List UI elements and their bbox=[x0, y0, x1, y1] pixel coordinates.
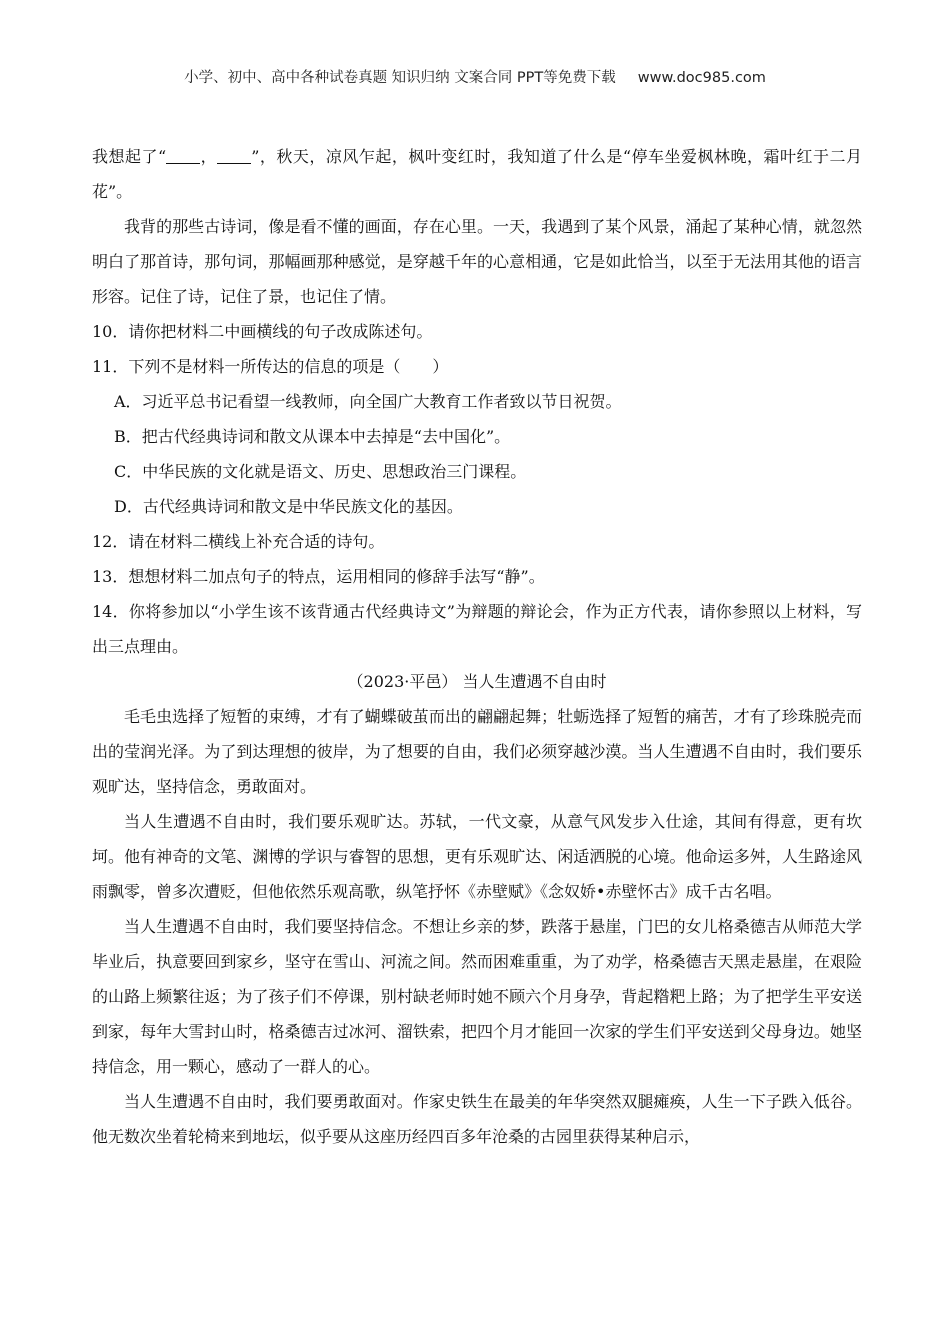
question-14: 14．你将参加以“小学生该不该背通古代经典诗文”为辩题的辩论会，作为正方代表，请你参照以上材料，写出三点理由。 bbox=[92, 602, 862, 656]
para1-after: ”，秋天，凉风乍起，枫叶变红时，我知道了什么是“停车坐爱枫林晚，霜叶红于二月花”。 bbox=[92, 147, 862, 201]
essay-paragraph-1: 毛毛虫选择了短暂的束缚，才有了蝴蝶破茧而出的翩翩起舞；牡蛎选择了短暂的痛苦，才有了珍珠脱壳而出的莹润光泽。为了到达理想的彼岸，为了想要的自由，我们必须穿越沙漠。当人生遭遇不自由时，我们要乐观旷达，坚持信念，勇敢面对。 bbox=[92, 707, 862, 796]
header-text: 小学、初中、高中各种试卷真题 知识归纳 文案合同 PPT等免费下载 bbox=[184, 70, 616, 86]
question-12: 12．请在材料二横线上补充合适的诗句。 bbox=[92, 532, 385, 551]
fill-blank-1[interactable] bbox=[166, 145, 200, 164]
essay-paragraph-4: 当人生遭遇不自由时，我们要勇敢面对。作家史铁生在最美的年华突然双腿瘫痪，人生一下子跌入低谷。他无数次坐着轮椅来到地坛，似乎要从这座历经四百多年沧桑的古园里获得某种启示， bbox=[92, 1092, 862, 1146]
essay-title: （2023·平邑） 当人生遭遇不自由时 bbox=[347, 672, 607, 691]
page-header bbox=[0, 66, 950, 87]
question-11-option-a: A．习近平总书记看望一线教师，向全国广大教育工作者致以节日祝贺。 bbox=[114, 392, 622, 411]
question-13: 13．想想材料二加点句子的特点，运用相同的修辞手法写“静”。 bbox=[92, 567, 545, 586]
question-11: 11．下列不是材料一所传达的信息的项是（ ） bbox=[92, 357, 449, 376]
essay-paragraph-2: 当人生遭遇不自由时，我们要乐观旷达。苏轼，一代文豪，从意气风发步入仕途，其间有得意，更有坎坷。他有神奇的文笔、渊博的学识与睿智的思想，更有乐观旷达、闲适洒脱的心境。他命运多舛，人生路途风雨飘零，曾多次遭贬，但他依然乐观高歌，纵笔抒怀《赤壁赋》《念奴娇•赤壁怀古》成千古名唱。 bbox=[92, 812, 862, 901]
para1-before: 我想起了“ bbox=[92, 147, 167, 166]
paragraph-poem-recall bbox=[92, 139, 862, 209]
fill-blank-2[interactable] bbox=[217, 145, 251, 164]
question-11-option-b: B．把古代经典诗词和散文从课本中去掉是“去中国化”。 bbox=[114, 427, 511, 446]
document-body bbox=[92, 139, 862, 1154]
para1-mid: ， bbox=[200, 147, 218, 166]
header-url[interactable]: www.doc985.com bbox=[637, 70, 766, 86]
question-11-option-c: C．中华民族的文化就是语文、历史、思想政治三门课程。 bbox=[114, 462, 527, 481]
essay-paragraph-3: 当人生遭遇不自由时，我们要坚持信念。不想让乡亲的梦，跌落于悬崖，门巴的女儿格桑德吉从师范大学毕业后，执意要回到家乡，坚守在雪山、河流之间。然而困难重重，为了劝学，格桑德吉天黑走悬崖，在艰险的山路上频繁往返；为了孩子们不停课，别村缺老师时她不顾六个月身孕，背起糌粑上路；为了把学生平安送到家，每年大雪封山时，格桑德吉过冰河、溜铁索，把四个月才能回一次家的学生们平安送到父母身边。她坚持信念，用一颗心，感动了一群人的心。 bbox=[92, 917, 862, 1076]
paragraph-poetry-memory: 我背的那些古诗词，像是看不懂的画面，存在心里。一天，我遇到了某个风景，涌起了某种心情，就忽然明白了那首诗，那句词，那幅画那种感觉，是穿越千年的心意相通，它是如此恰当，以至于无法用其他的语言形容。记住了诗，记住了景，也记住了情。 bbox=[92, 217, 862, 306]
question-10: 10．请你把材料二中画横线的句子改成陈述句。 bbox=[92, 322, 433, 341]
question-11-option-d: D．古代经典诗词和散文是中华民族文化的基因。 bbox=[114, 497, 463, 516]
